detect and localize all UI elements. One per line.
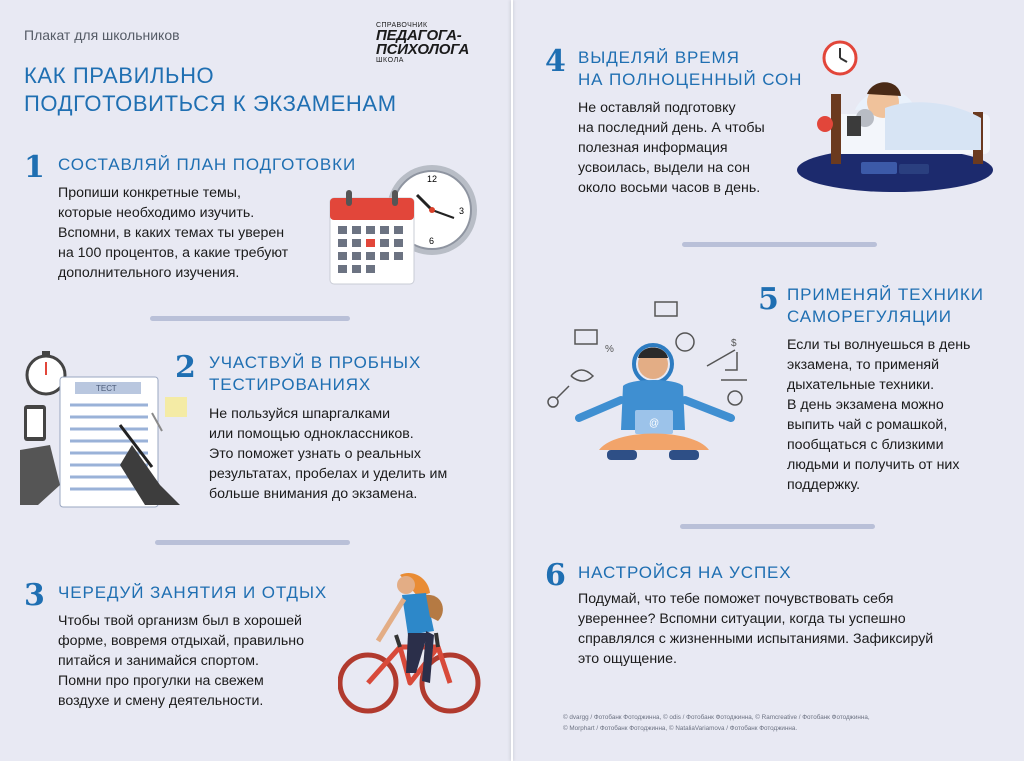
section-2-heading (209, 352, 421, 396)
section-divider (682, 242, 877, 247)
section-2-number: 2 (175, 350, 196, 385)
test-sheet-illustration (20, 345, 190, 510)
section-5-heading-line1: ПРИМЕНЯЙ ТЕХНИКИ (787, 285, 984, 304)
section-1-line: Вспомни, в каких темах ты уверен (58, 225, 285, 241)
credits-line1: © dvargg / Фотобанк Фотоджинна, © odis / Фотобанк Фотоджинна, © Ramcreative / Фотобанк Фотоджинна, (563, 714, 870, 721)
section-3-heading: ЧЕРЕДУЙ ЗАНЯТИЯ И ОТДЫХ (58, 583, 328, 602)
section-3-line: Помни про прогулки на свежем (58, 673, 264, 689)
section-3-line: воздухе и смену деятельности. (58, 693, 264, 709)
section-2-heading-line2: ТЕСТИРОВАНИЯХ (209, 375, 372, 394)
clock-number: 3 (459, 206, 465, 216)
section-1-line: Пропиши конкретные темы, (58, 185, 241, 201)
section-5-number: 5 (758, 282, 779, 317)
dollar-symbol: $ (731, 338, 737, 349)
section-2-line: результатах, пробелах и уделить им (209, 466, 448, 482)
meditation-illustration (535, 290, 775, 475)
section-5-line: выпить чай с ромашкой, (787, 417, 948, 433)
section-2-line: Это поможет узнать о реальных (209, 446, 421, 462)
logo-line2: ПЕДАГОГА- (376, 27, 462, 44)
section-5-line: В день экзамена можно (787, 397, 944, 413)
section-5-line: дыхательные техники. (787, 377, 935, 393)
section-5-line: экзамена, то применяй (787, 357, 940, 373)
page-fold (511, 0, 513, 761)
section-1-line: дополнительного изучения. (58, 265, 240, 281)
section-5-text (787, 335, 1007, 495)
credits-line2: © Morphart / Фотобанк Фотоджинна, © NataliaVariamova / Фотобанк Фотоджинна. (563, 725, 798, 732)
section-1-text (58, 183, 338, 283)
section-6-number: 6 (545, 558, 566, 593)
percent-symbol: % (605, 344, 614, 355)
section-4-line: на последний день. А чтобы (578, 120, 765, 136)
section-2-heading-line1: УЧАСТВУЙ В ПРОБНЫХ (209, 353, 422, 372)
section-5-line: Если ты волнуешься в день (787, 337, 971, 353)
section-2-line: или помощью одноклассников. (209, 426, 414, 442)
section-3-line: форме, вовремя отдыхай, правильно (58, 633, 304, 649)
clock-number: 12 (427, 174, 438, 184)
section-4-number: 4 (545, 44, 566, 79)
section-4-text (578, 98, 793, 198)
cyclist-illustration (338, 555, 483, 720)
section-5-line: людьми и получить от них (787, 457, 960, 473)
section-2-text (209, 404, 499, 504)
section-5-line: пообщаться с близкими (787, 437, 944, 453)
section-divider (680, 524, 875, 529)
section-6-line: увереннее? Вспомни ситуации, когда ты успешно (578, 611, 906, 627)
section-3-text (58, 611, 348, 711)
section-4-line: около восьми часов в день. (578, 180, 761, 196)
section-4-heading (578, 47, 802, 91)
laptop-symbol: @ (649, 418, 660, 429)
section-4-line: полезная информация (578, 140, 728, 156)
section-6-line: это ощущение. (578, 651, 677, 667)
publisher-logo (376, 22, 488, 64)
poster-title (24, 62, 404, 118)
section-5-heading-line2: САМОРЕГУЛЯЦИИ (787, 307, 952, 326)
section-1-line: которые необходимо изучить. (58, 205, 255, 221)
section-3-line: Чтобы твой организм был в хорошей (58, 613, 302, 629)
clock-number: 6 (429, 236, 435, 246)
section-6-text (578, 589, 998, 669)
section-1-heading: СОСТАВЛЯЙ ПЛАН ПОДГОТОВКИ (58, 155, 357, 174)
section-2-line: Не пользуйся шпаргалками (209, 406, 391, 422)
section-6-heading: НАСТРОЙСЯ НА УСПЕХ (578, 563, 792, 582)
photo-credits (563, 712, 963, 734)
section-3-number: 3 (24, 578, 45, 613)
section-4-heading-line1: ВЫДЕЛЯЙ ВРЕМЯ (578, 48, 740, 67)
calendar-clock-illustration (322, 160, 484, 288)
section-4-line: Не оставляй подготовку (578, 100, 736, 116)
section-3-line: питайся и занимайся спортом. (58, 653, 259, 669)
section-1-line: на 100 процентов, а какие требуют (58, 245, 289, 261)
section-4-heading-line2: НА ПОЛНОЦЕННЫЙ СОН (578, 70, 803, 89)
poster-title-line2: ПОДГОТОВИТЬСЯ К ЭКЗАМЕНАМ (24, 91, 397, 116)
section-4-line: усвоилась, выдели на сон (578, 160, 750, 176)
logo-line1: СПРАВОЧНИК (376, 22, 428, 29)
test-sheet-label: ТЕСТ (96, 384, 117, 393)
section-6-line: Подумай, что тебе поможет почувствовать себя (578, 591, 894, 607)
section-5-line: поддержку. (787, 477, 861, 493)
section-divider (155, 540, 350, 545)
logo-line3: ПСИХОЛОГА (376, 41, 470, 58)
sleeping-boy-illustration (795, 38, 1000, 198)
poster-subtitle: Плакат для школьников (24, 27, 180, 43)
poster-title-line1: КАК ПРАВИЛЬНО (24, 63, 215, 88)
section-1-number: 1 (24, 150, 45, 185)
logo-line4: ШКОЛА (376, 57, 405, 64)
section-5-heading (787, 284, 984, 328)
section-2-line: больше внимания до экзамена. (209, 486, 418, 502)
section-divider (150, 316, 350, 321)
section-6-line: справлялся с жизненными испытаниями. Зафиксируй (578, 631, 934, 647)
